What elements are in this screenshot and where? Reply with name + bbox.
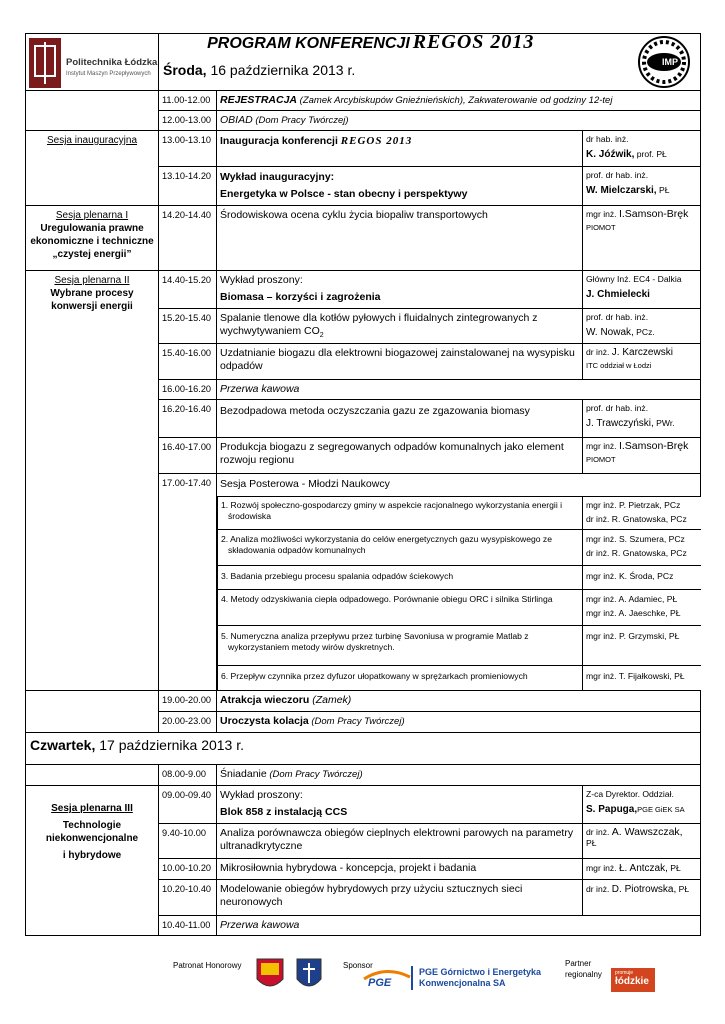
session-name: Sesja plenarna III (51, 803, 133, 815)
agenda-title: REJESTRACJA (220, 94, 298, 106)
poster-authors (583, 590, 701, 626)
lodzkie-text: łódzkie (615, 976, 649, 987)
poster-session-title: Sesja Posterowa - Młodzi Naukowcy (217, 474, 701, 497)
talk-title (217, 131, 583, 167)
speaker (583, 859, 701, 880)
time-slot: 15.40-16.00 (159, 344, 217, 380)
speaker-title: dr inż. (586, 827, 612, 838)
empty-session-cell (26, 712, 159, 733)
talk-title-text: Energetyka w Polsce - stan obecny i perspektywy (220, 188, 468, 200)
session-plenary-2 (26, 271, 159, 691)
agenda-note: (Zamek Arcybiskupów Gnieźnieńskich), Zakwaterowanie od godziny 12-tej (297, 95, 613, 106)
speaker-name: Ł. Antczak, (618, 863, 668, 875)
lodzkie-small: promuje (615, 970, 634, 976)
lodzkie-logo (611, 968, 655, 992)
pge-name-line1: PGE Górnictwo i Energetyka (419, 967, 542, 977)
poster-author: mgr inż. K. Środa, PCz (586, 571, 674, 582)
poster-author: mgr inż. A. Adamiec, PŁ (586, 594, 678, 605)
talk-type: Wykład proszony: (220, 274, 303, 286)
day1-date: 16 października 2013 r. (206, 62, 356, 78)
speaker-name: K. Jóźwik, (586, 149, 635, 160)
session-name: Sesja plenarna II (54, 275, 130, 286)
agenda-title: Śniadanie (220, 768, 267, 781)
poster-row (218, 590, 701, 626)
diocese-crest-icon (295, 957, 323, 993)
speaker (583, 438, 701, 474)
talk-title-text: Inauguracja konferencji (220, 135, 341, 147)
talk-title: Bezodpadowa metoda oczyszczania gazu ze zgazowania biomasy (217, 400, 583, 438)
talk-title: Produkcja biogazu z segregowanych odpadów komunalnych jako element rozwoju regionu (217, 438, 583, 474)
speaker-affiliation: PŁ (586, 838, 597, 849)
poster-row (218, 530, 701, 566)
time-slot: 19.00-20.00 (159, 691, 217, 712)
pge-divider (411, 966, 413, 990)
imp-logo-cell (583, 34, 701, 91)
talk-title: Mikrosiłownia hybrydowa - koncepcja, projekt i badania (217, 859, 583, 880)
poster-authors (583, 566, 701, 590)
poster-title: 4. Metody odzyskiwania ciepła odpadowego. Porównanie obiegu ORC i silnika Stirlinga (218, 590, 583, 626)
speaker (583, 400, 701, 438)
speaker-name: I.Samson-Bręk (618, 440, 689, 453)
institute-name: Instytut Maszyn Przepływowych (66, 71, 151, 77)
speaker (583, 309, 701, 344)
time-slot: 14.40-15.20 (159, 271, 217, 309)
agenda-note: (Dom Pracy Twórczej) (308, 716, 405, 728)
pge-name-line2: Konwencjonalna SA (419, 978, 506, 988)
time-slot: 12.00-13.00 (159, 111, 217, 131)
coffee-break: Przerwa kawowa (217, 916, 701, 936)
speaker-title: Z-ca Dyrektor. Oddział. (586, 789, 674, 800)
speaker-affiliation: PGE GiEK SA (637, 805, 685, 815)
patronage-label: Patronat Honorowy (173, 961, 242, 970)
speaker-name: A. Wawszczak, (611, 826, 683, 839)
session-inaugural (26, 131, 159, 206)
poster-title: 2. Analiza możliwości wykorzystania do celów energetycznych gazu wysypiskowego ze składowania odpadów komunalnych (218, 530, 583, 566)
talk-title: Uzdatnianie biogazu dla elektrowni biogazowej zainstalowanej na wysypisku odpadów (217, 344, 583, 380)
speaker (583, 206, 701, 271)
poster-list (217, 497, 701, 690)
logo-cell (26, 34, 159, 91)
day2-date: 17 października 2013 r. (95, 737, 245, 754)
title-cell (159, 31, 583, 61)
speaker-title: mgr inż. (586, 209, 619, 219)
poster-row (218, 566, 701, 590)
session-topic: i hybrydowe (62, 850, 122, 862)
agenda-item (217, 691, 701, 712)
time-slot: 09.00-09.40 (159, 786, 217, 824)
talk-title-text: Spalanie tlenowe dla kotłów pyłowych i fluidalnych zintegrowanych z wychwytywaniem CO (220, 312, 538, 337)
poster-row (218, 497, 701, 530)
time-slot: 9.40-10.00 (159, 824, 217, 859)
speaker-name: S. Papuga, (586, 804, 638, 816)
agenda-note: (Dom Pracy Twórczej) (252, 115, 349, 126)
empty-session-cell (26, 691, 159, 712)
agenda-title: Atrakcja wieczoru (220, 694, 310, 707)
speaker-title: mgr inż. (586, 863, 619, 874)
speaker-affiliation: ITC oddział w Łodzi (586, 361, 652, 371)
talk-type: Wykład inauguracyjny: (220, 171, 335, 183)
poster-authors (583, 666, 701, 691)
talk-title-text: Blok 858 z instalacją CCS (220, 806, 348, 819)
speaker-title: prof. dr hab. inż. (586, 312, 649, 322)
page-title: PROGRAM KONFERENCJI (207, 35, 410, 52)
day1-name: Środa, (163, 62, 207, 78)
talk-title (217, 271, 583, 309)
speaker-title: dr hab. inż. (586, 134, 629, 144)
empty-session-cell (26, 111, 159, 131)
agenda-item (217, 111, 701, 131)
program-table (25, 33, 701, 936)
pge-mark: PGE (368, 977, 392, 989)
poster-row (218, 666, 701, 691)
speaker-title: prof. dr hab. inż. (586, 403, 649, 414)
speaker-affiliation: prof. PŁ (634, 149, 667, 159)
session-name: Sesja plenarna I (55, 210, 129, 221)
university-crest-icon (29, 38, 61, 88)
day2-heading (26, 733, 701, 765)
poster-author: dr inż. R. Gnatowska, PCz (586, 548, 687, 559)
session-plenary-1 (26, 206, 159, 271)
page-title-regos: REGOS 2013 (412, 31, 535, 53)
poster-author: mgr inż. S. Szumera, PCz (586, 534, 685, 545)
speaker-title: Główny Inż. EC4 - Dalkia (586, 274, 682, 284)
time-slot: 10.00-10.20 (159, 859, 217, 880)
agenda-item (217, 712, 701, 733)
speaker (583, 880, 701, 916)
poster-author: dr inż. R. Gnatowska, PCz (586, 514, 687, 525)
poster-title: 6. Przepływ czynnika przez dyfuzor ułopatkowany w sprężarkach promieniowych (218, 666, 583, 691)
speaker-title: dr inż. (586, 884, 612, 895)
empty-session-cell (26, 91, 159, 111)
poster-title: 1. Rozwój społeczno-gospodarczy gminy w aspekcie racjonalnego wykorzystania energii i środowiska (218, 497, 583, 530)
imp-logo-text: IMP (661, 57, 678, 67)
partner-label-1: Partner (565, 959, 592, 968)
speaker-name: I.Samson-Bręk (618, 208, 689, 220)
agenda-title: OBIAD (220, 114, 253, 126)
time-slot: 17.00-17.40 (159, 474, 217, 691)
speaker-title: prof. dr hab. inż. (586, 170, 649, 180)
agenda-item (217, 765, 701, 786)
session-topic: Wybrane procesy konwersji energii (50, 288, 134, 312)
session-topic: Technologie niekonwencjonalne (45, 820, 139, 845)
day2-name: Czwartek, (30, 737, 96, 754)
agenda-item (217, 91, 701, 111)
speaker (583, 786, 701, 824)
sponsor-label: Sponsor (343, 961, 373, 970)
speaker (583, 271, 701, 309)
poster-author: mgr inż. P. Pietrzak, PCz (586, 500, 681, 511)
time-slot: 10.40-11.00 (159, 916, 217, 936)
speaker-name: J. Karczewski (611, 347, 673, 359)
time-slot: 13.00-13.10 (159, 131, 217, 167)
partner-label-2: regionalny (565, 970, 602, 979)
speaker-name: W. Mielczarski, (586, 185, 657, 196)
speaker-name: D. Piotrowska, (611, 884, 677, 896)
speaker (583, 824, 701, 859)
time-slot: 14.20-14.40 (159, 206, 217, 271)
time-slot: 13.10-14.20 (159, 167, 217, 206)
poster-author: mgr inż. T. Fijałkowski, PŁ (586, 671, 685, 682)
talk-title: Modelowanie obiegów hybrydowych przy użyciu sztucznych sieci neuronowych (217, 880, 583, 916)
poster-authors (583, 497, 701, 530)
agenda-note: (Dom Pracy Twórczej) (266, 769, 363, 781)
talk-type: Wykład proszony: (220, 789, 303, 802)
speaker-name: J. Trawczyński, (586, 418, 654, 430)
speaker-name: W. Nowak, (586, 327, 634, 338)
poster-author: mgr inż. P. Grzymski, PŁ (586, 631, 680, 642)
speaker-affiliation: PŁ (676, 884, 690, 895)
time-slot: 16.20-16.40 (159, 400, 217, 438)
speaker (583, 344, 701, 380)
talk-title: Środowiskowa ocena cyklu życia biopaliw transportowych (217, 206, 583, 271)
time-slot: 11.00-12.00 (159, 91, 217, 111)
session-name: Sesja inauguracyjna (46, 135, 138, 146)
time-slot: 20.00-23.00 (159, 712, 217, 733)
poster-title: 5. Numeryczna analiza przepływu przez turbinę Savoniusa w programie Matlab z wykorzystaniem metody wirów dyskretnych. (218, 626, 583, 666)
poster-list-cell (217, 497, 701, 691)
speaker-affiliation: PIOMOT (586, 223, 616, 232)
coffee-break: Przerwa kawowa (217, 380, 701, 400)
talk-title (217, 309, 583, 344)
talk-title (217, 167, 583, 206)
speaker-affiliation: PCz. (633, 327, 655, 337)
day1-heading (159, 60, 583, 91)
time-slot: 08.00-9.00 (159, 765, 217, 786)
speaker-title: dr inż. (586, 347, 612, 358)
speaker-name: J. Chmielecki (586, 289, 650, 300)
university-name: Politechnika Łódzka (66, 57, 158, 68)
talk-title-regos: REGOS 2013 (340, 135, 413, 147)
poster-author: mgr inż. A. Jaeschke, PŁ (586, 608, 681, 619)
time-slot: 16.00-16.20 (159, 380, 217, 400)
session-topic: Uregulowania prawne ekonomiczne i techniczne „czystej energii” (30, 223, 154, 260)
talk-title (217, 786, 583, 824)
agenda-title: Uroczysta kolacja (220, 715, 309, 728)
poster-authors (583, 626, 701, 666)
session-plenary-3 (26, 786, 159, 936)
poster-authors (583, 530, 701, 566)
poster-title: 3. Badania przebiegu procesu spalania odpadów ściekowych (218, 566, 583, 590)
footer (25, 955, 701, 1015)
coat-of-arms-icon (255, 957, 285, 993)
speaker-affiliation: PWr. (653, 418, 675, 429)
time-slot: 16.40-17.00 (159, 438, 217, 474)
speaker (583, 167, 701, 206)
speaker (583, 131, 701, 167)
speaker-affiliation: PIOMOT (586, 455, 616, 465)
politechnika-logo (29, 38, 61, 88)
program-document (25, 33, 701, 936)
empty-session-cell (26, 765, 159, 786)
agenda-note: (Zamek) (309, 694, 352, 707)
speaker-title: mgr inż. (586, 441, 619, 452)
poster-row (218, 626, 701, 666)
time-slot: 15.20-15.40 (159, 309, 217, 344)
talk-title: Analiza porównawcza obiegów cieplnych elektrowni parowych na parametry ultranadkrytyczne (217, 824, 583, 859)
speaker-affiliation: PŁ (656, 185, 670, 195)
time-slot: 10.20-10.40 (159, 880, 217, 916)
talk-title-text: Biomasa – korzyści i zagrożenia (220, 291, 381, 303)
subscript: 2 (319, 332, 324, 340)
speaker-affiliation: PŁ (667, 863, 681, 874)
